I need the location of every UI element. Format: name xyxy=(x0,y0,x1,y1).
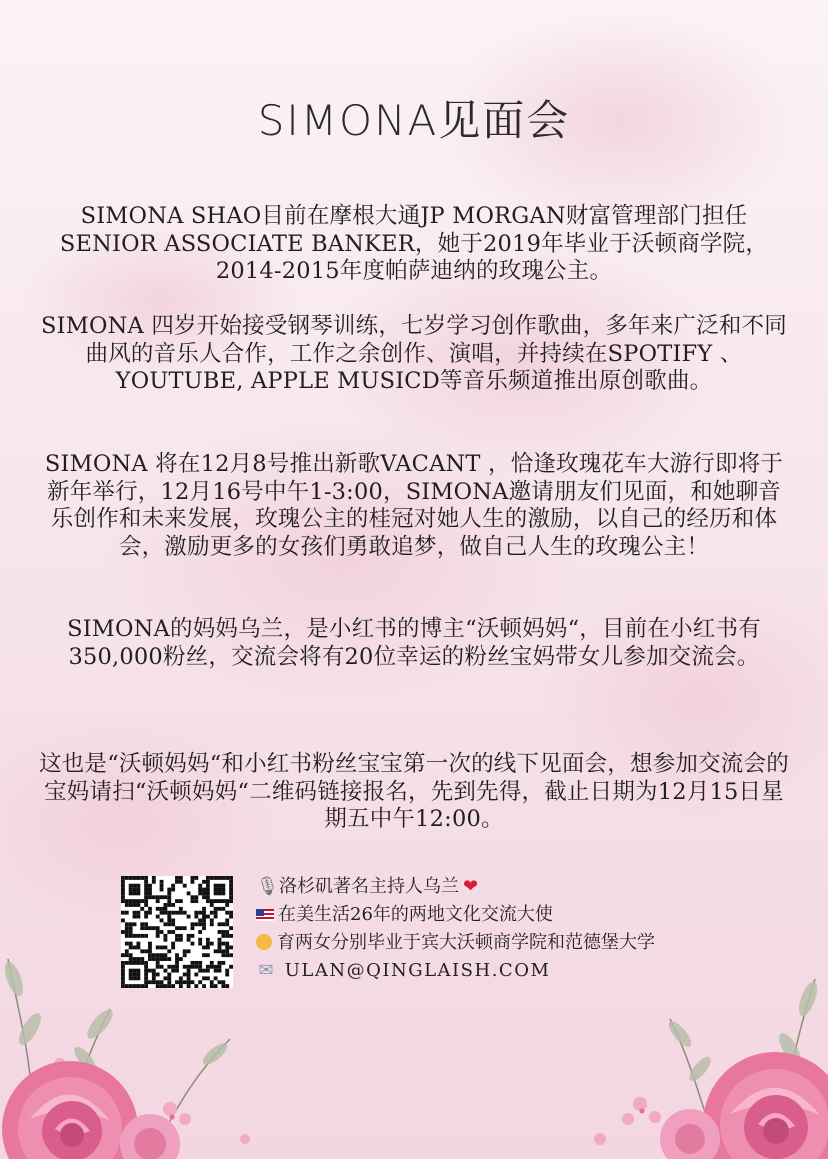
intro-paragraph: SIMONA SHAO目前在摩根大通JP MORGAN财富管理部门担任SENIOR ASSOCIATE BANKER，她于2019年毕业于沃顿商学院，2014-2015年度帕萨迪纳的玫瑰公主。 xyxy=(59,203,769,284)
email-link[interactable]: ULAN@QINGLAISH.COM xyxy=(284,960,551,981)
rose-decoration xyxy=(0,839,828,1159)
page-title: SIMONA见面会 xyxy=(257,96,571,145)
host-text: 洛杉矶著名主持人乌兰 xyxy=(279,876,459,897)
microphone-icon: 🎙 xyxy=(256,876,279,897)
music-paragraph: SIMONA 四岁开始接受钢琴训练，七岁学习创作歌曲，多年来广泛和不同曲风的音乐人合作，工作之余创作、演唱，并持续在SPOTIFY 、YOUTUBE, APPLE MUSICD等音乐频道推出原创歌曲。 xyxy=(41,313,787,394)
mother-paragraph: SIMONA的妈妈乌兰，是小红书的博主“沃顿妈妈“，目前在小红书有350,000粉丝，交流会将有20位幸运的粉丝宝妈带女儿参加交流会。 xyxy=(67,616,761,670)
heart-icon: ❤ xyxy=(463,876,479,897)
ambassador-text: 在美生活26年的两地文化交流大使 xyxy=(278,904,553,925)
envelope-icon: ✉ xyxy=(258,960,274,981)
daughters-text: 育两女分别毕业于宾大沃顿商学院和范德堡大学 xyxy=(277,932,655,953)
event-paragraph: SIMONA 将在12月8号推出新歌VACANT ，恰逢玫瑰花车大游行即将于新年举行，12月16号中午1-3:00，SIMONA邀请朋友们见面，和她聊音乐创作和未来发展，玫瑰公主的桂冠对她人生的激励，以自己的经历和体会，激励更多的女孩们勇敢追梦，做自己人生的玫瑰公主！ xyxy=(44,451,784,560)
registration-paragraph: 这也是“沃顿妈妈“和小红书粉丝宝宝第一次的线下见面会，想参加交流会的宝妈请扫“沃顿妈妈“二维码链接报名，先到先得，截止日期为12月15日星期五中午12:00。 xyxy=(39,751,789,832)
